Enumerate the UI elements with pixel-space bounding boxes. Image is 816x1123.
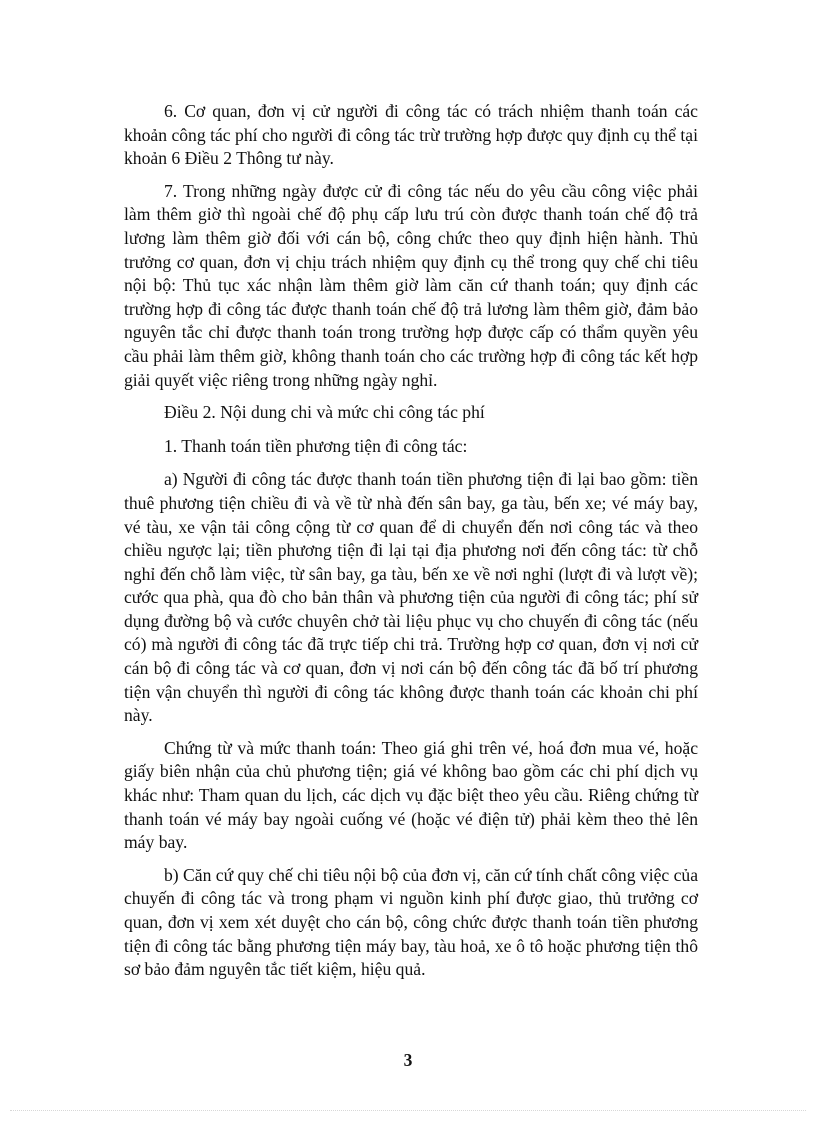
paragraph-point-a: a) Người đi công tác được thanh toán tiền phương tiện đi lại bao gồm: tiền thuê phương tiện chiều đi và về từ nhà đến sân bay, ga tàu, bến xe; vé máy bay, vé tàu, xe vận tải công cộng từ cơ quan để di chuyển đến nơi công tác và theo chiều ngược lại; tiền phương tiện đi lại tại địa phương nơi đến công tác: từ chỗ nghỉ đến chỗ làm việc, từ sân bay, ga tàu, bến xe về nơi nghỉ (lượt đi và lượt về); cước qua phà, qua đò cho bản thân và phương tiện của người đi công tác; phí sử dụng đường bộ và cước chuyên chở tài liệu phục vụ cho chuyến đi công tác (nếu có) mà người đi công tác đã trực tiếp chi trả. Trường hợp cơ quan, đơn vị nơi cử cán bộ đi công tác và cơ quan, đơn vị nơi cán bộ đến công tác đã bố trí phương tiện vận chuyển thì người đi công tác không được thanh toán các khoản chi phí này. [124,469,698,726]
paragraph-item-6: 6. Cơ quan, đơn vị cử người đi công tác có trách nhiệm thanh toán các khoản công tác phí cho người đi công tác trừ trường hợp được quy định cụ thể tại khoản 6 Điều 2 Thông tư này. [124,101,698,169]
paragraph-point-b: b) Căn cứ quy chế chi tiêu nội bộ của đơn vị, căn cứ tính chất công việc của chuyến đi công tác và trong phạm vi nguồn kinh phí được giao, thủ trưởng cơ quan, đơn vị xem xét duyệt cho cán bộ, công chức được thanh toán tiền phương tiện đi công tác bằng phương tiện máy bay, tàu hoả, xe ô tô hoặc phương tiện thô sơ bảo đảm nguyên tắc tiết kiệm, hiệu quả. [124,864,699,980]
page-bottom-divider [10,1110,806,1111]
paragraph-vouchers: Chứng từ và mức thanh toán: Theo giá ghi trên vé, hoá đơn mua vé, hoặc giấy biên nhận của chủ phương tiện; giá vé không bao gồm các chi phí dịch vụ khác như: Tham quan du lịch, các dịch vụ đặc biệt theo yêu cầu. Riêng chứng từ thanh toán vé máy bay ngoài cuống vé (hoặc vé điện tử) phải kèm theo thẻ lên máy bay. [124,737,698,853]
paragraph-item-7: 7. Trong những ngày được cử đi công tác nếu do yêu cầu công việc phải làm thêm giờ thì ngoài chế độ phụ cấp lưu trú còn được thanh toán chế độ trả lương làm thêm giờ đối với cán bộ, công chức theo quy định hiện hành. Thủ trưởng cơ quan, đơn vị chịu trách nhiệm quy định cụ thể trong quy chế chi tiêu nội bộ: Thủ tục xác nhận làm thêm giờ làm căn cứ thanh toán; quy định các trường hợp đi công tác được thanh toán chế độ trả lương làm thêm giờ, đảm bảo nguyên tắc chỉ được thanh toán trong trường hợp được cấp có thẩm quyền yêu cầu phải làm thêm giờ, không thanh toán cho các trường hợp đi công tác kết hợp giải quyết việc riêng trong những ngày nghỉ. [124,180,698,390]
page-body [124,100,698,991]
article-heading: Điều 2. Nội dung chi và mức chi công tác phí [164,402,485,423]
page-number: 3 [403,1050,413,1070]
section-heading: 1. Thanh toán tiền phương tiện đi công tác: [164,435,468,456]
